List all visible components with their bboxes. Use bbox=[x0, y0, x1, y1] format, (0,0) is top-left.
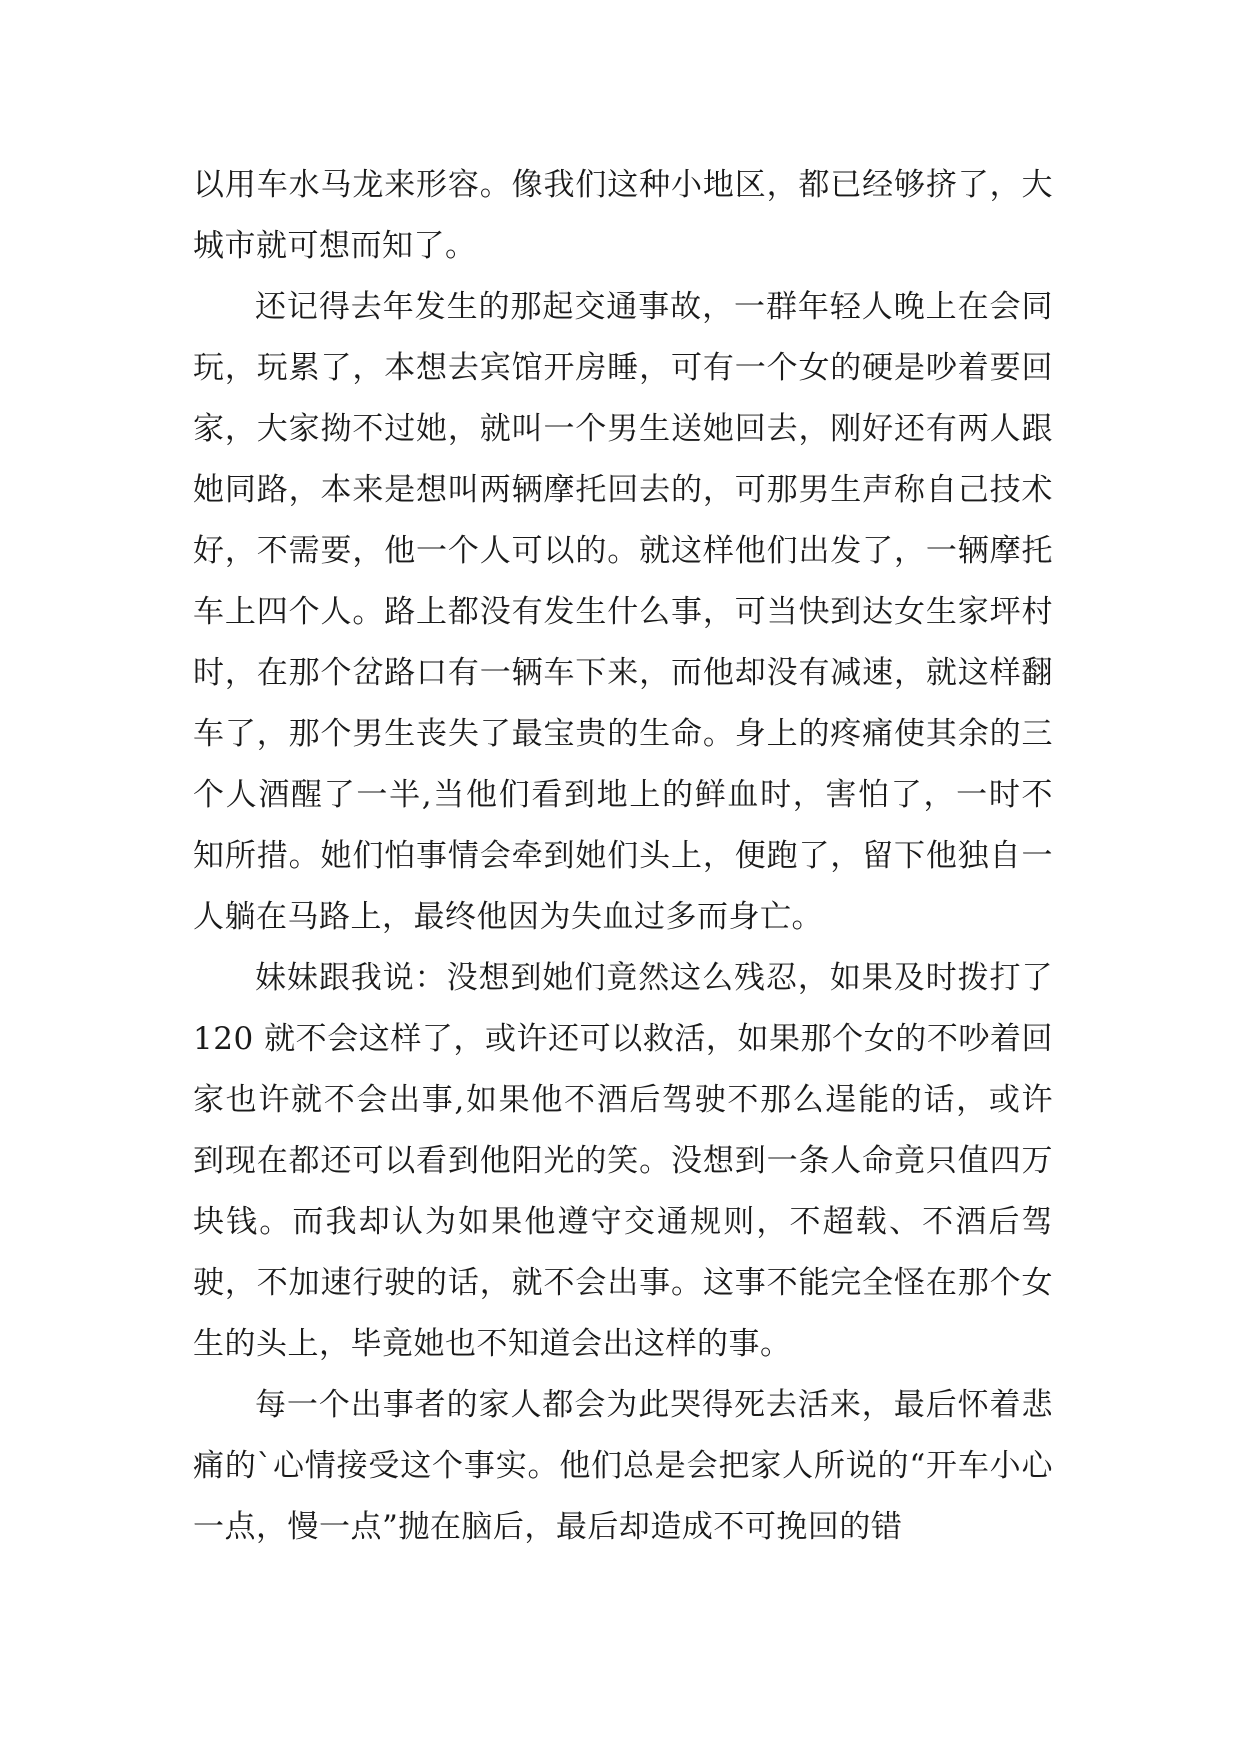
paragraph-3: 妹妹跟我说：没想到她们竟然这么残忍，如果及时拨打了 120 就不会这样了，或许还可以救活，如果那个女的不吵着回家也许就不会出事,如果他不酒后驾驶不那么逞能的话，或许到现在都还可以看到他阳光的笑。没想到一条人命竟只值四万块钱。而我却认为如果他遵守交通规则，不超载、不酒后驾驶，不加速行驶的话，就不会出事。这事不能完全怪在那个女生的头上，毕竟她也不知道会出这样的事。 bbox=[193, 960, 1053, 1362]
paragraph-4: 每一个出事者的家人都会为此哭得死去活来，最后怀着悲痛的`心情接受这个事实。他们总是会把家人所说的“开车小心一点，慢一点”抛在脑后，最后却造成不可挽回的错 bbox=[193, 1387, 1053, 1545]
paragraph-1: 以用车水马龙来形容。像我们这种小地区，都已经够挤了，大城市就可想而知了。 bbox=[193, 167, 1053, 264]
body-text bbox=[193, 155, 1053, 1558]
paragraph-2: 还记得去年发生的那起交通事故，一群年轻人晚上在会同玩，玩累了，本想去宾馆开房睡，可有一个女的硬是吵着要回家，大家拗不过她，就叫一个男生送她回去，刚好还有两人跟她同路，本来是想叫两辆摩托回去的，可那男生声称自己技术好，不需要，他一个人可以的。就这样他们出发了，一辆摩托车上四个人。路上都没有发生什么事，可当快到达女生家坪村时，在那个岔路口有一辆车下来，而他却没有减速，就这样翻车了，那个男生丧失了最宝贵的生命。身上的疼痛使其余的三个人酒醒了一半,当他们看到地上的鲜血时，害怕了，一时不知所措。她们怕事情会牵到她们头上，便跑了，留下他独自一人躺在马路上，最终他因为失血过多而身亡。 bbox=[193, 289, 1053, 935]
